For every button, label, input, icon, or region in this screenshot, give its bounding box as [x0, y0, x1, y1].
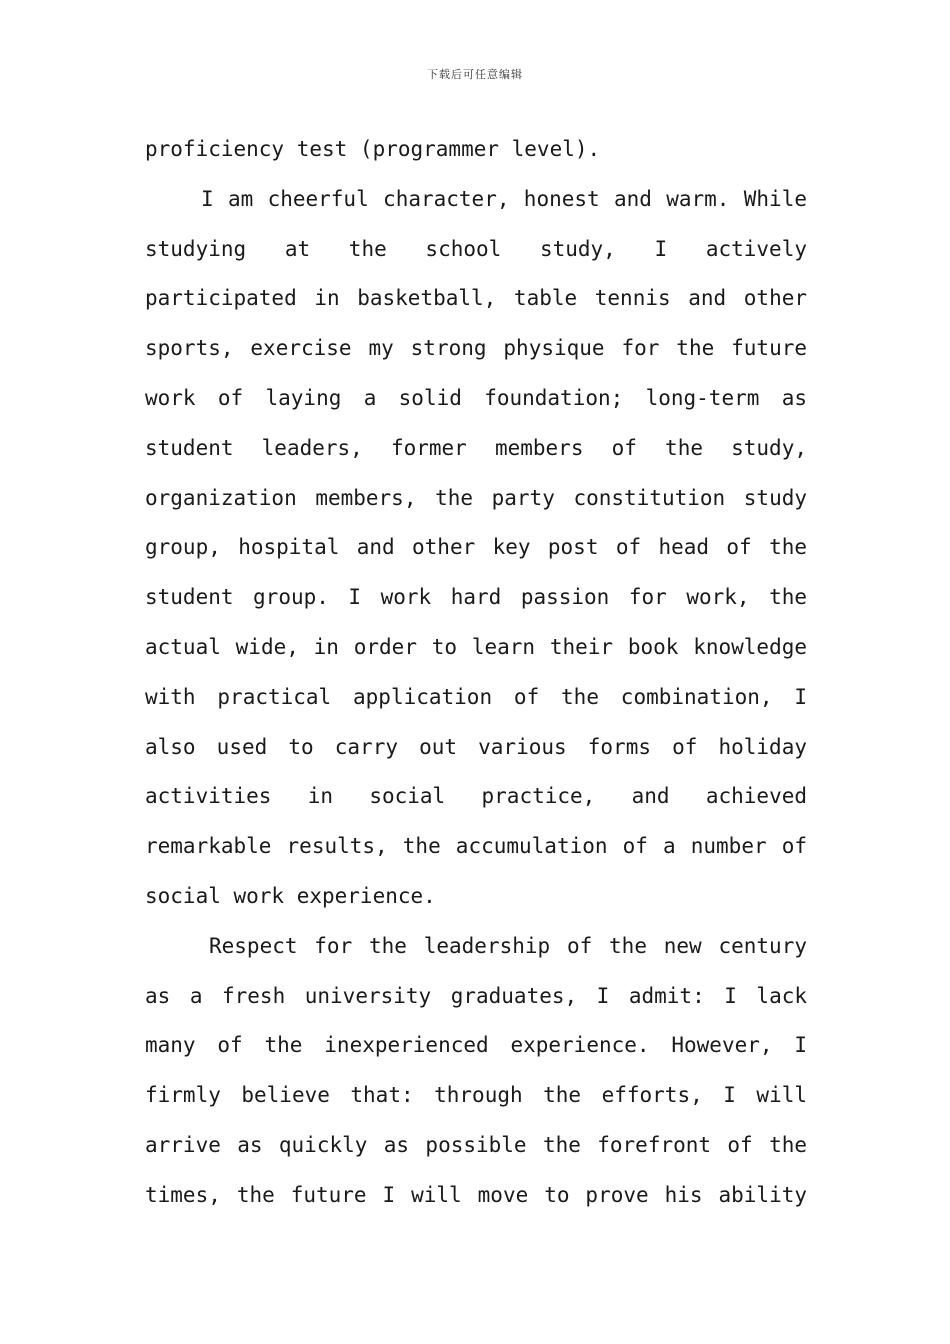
- text-line: work of laying a solid foundation; long-term as: [145, 385, 807, 410]
- text-line: organization members, the party constitution study: [145, 485, 807, 510]
- text-line: times, the future I will move to prove his ability: [145, 1182, 807, 1207]
- text-line: group, hospital and other key post of head of the: [145, 535, 807, 560]
- document-body: [145, 125, 807, 1221]
- text-line: many of the inexperienced experience. However, I: [145, 1033, 807, 1058]
- text-line: proficiency test (programmer level).: [145, 137, 601, 161]
- text-line: as a fresh university graduates, I admit: I lack: [145, 983, 807, 1008]
- text-line: firmly believe that: through the efforts, I will: [145, 1083, 807, 1108]
- text-line: also used to carry out various forms of holiday: [145, 734, 807, 759]
- text-line: remarkable results, the accumulation of a number of: [145, 834, 807, 859]
- text-line: arrive as quickly as possible the forefront of the: [145, 1132, 807, 1157]
- text-line: student leaders, former members of the study,: [145, 435, 807, 460]
- text-line: with practical application of the combination, I: [145, 684, 807, 709]
- text-line: actual wide, in order to learn their book knowledge: [145, 634, 807, 659]
- text-line: sports, exercise my strong physique for the future: [145, 336, 807, 361]
- text-line: I am cheerful character, honest and warm. While: [201, 186, 807, 211]
- text-line: social work experience.: [145, 883, 436, 908]
- text-line: activities in social practice, and achieved: [145, 784, 807, 809]
- text-line: studying at the school study, I actively: [145, 236, 807, 261]
- text-line: Respect for the leadership of the new century: [209, 933, 807, 958]
- text-line: participated in basketball, table tennis and other: [145, 286, 807, 311]
- text-line: student group. I work hard passion for work, the: [145, 585, 807, 610]
- header-note: 下载后可任意编辑: [427, 68, 523, 81]
